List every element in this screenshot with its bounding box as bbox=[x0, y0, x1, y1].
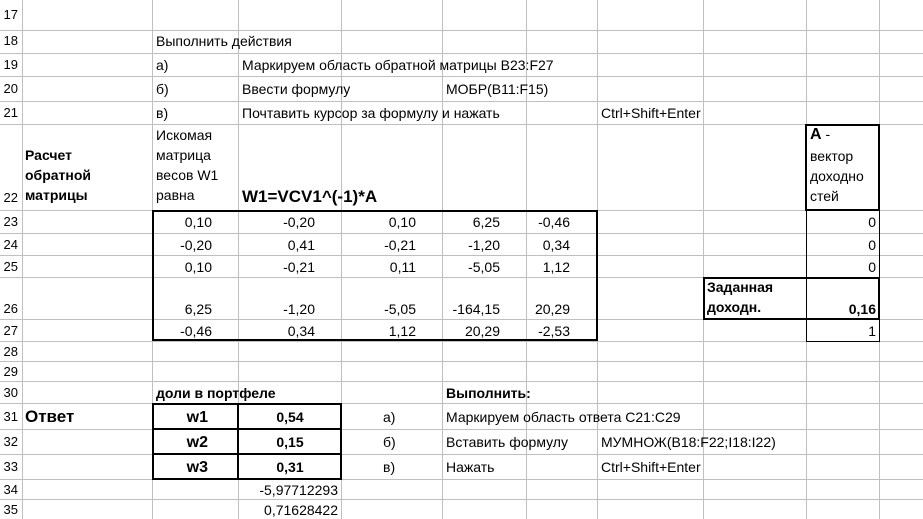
row-header[interactable]: 29 bbox=[3, 364, 18, 379]
weight-name: w3 bbox=[186, 459, 208, 476]
cell-vector-label-1 bbox=[810, 126, 830, 143]
weight-value[interactable]: 0,15 bbox=[276, 434, 304, 450]
row-header[interactable]: 35 bbox=[3, 502, 18, 517]
matrix-cell[interactable]: -2,53 bbox=[538, 323, 570, 339]
matrix-cell[interactable]: 1,12 bbox=[388, 323, 416, 339]
matrix-cell[interactable]: 0,34 bbox=[542, 237, 570, 253]
cell-step-v-text: Почтавить курсор за формулу и нажать bbox=[242, 105, 500, 121]
vector-cell[interactable]: 0,16 bbox=[848, 301, 876, 317]
cell-extra-value[interactable]: -5,97712293 bbox=[259, 482, 338, 498]
weight-name: w1 bbox=[186, 409, 208, 426]
gridline bbox=[22, 0, 23, 519]
row-header[interactable]: 22 bbox=[3, 190, 18, 205]
row-header[interactable]: 18 bbox=[3, 33, 18, 48]
matrix-cell[interactable]: 20,29 bbox=[534, 301, 570, 317]
gridline bbox=[0, 381, 923, 382]
cell-calc-label-1: Расчет bbox=[25, 147, 72, 163]
cell-answer-step-v-keys: Ctrl+Shift+Enter bbox=[601, 459, 701, 475]
gridline bbox=[0, 76, 923, 77]
cell-extra-value[interactable]: 0,71628422 bbox=[264, 502, 338, 518]
matrix-cell[interactable]: -0,21 bbox=[384, 237, 416, 253]
matrix-cell[interactable]: -164,15 bbox=[452, 301, 500, 317]
gridline bbox=[0, 30, 923, 31]
cell-answer-step-v: в) bbox=[383, 459, 396, 475]
cell-instructions-title: Выполнить действия bbox=[156, 33, 292, 49]
row-header[interactable]: 33 bbox=[3, 459, 18, 474]
gridline bbox=[0, 499, 923, 500]
vector-dash: - bbox=[821, 126, 831, 142]
cell-wanted-2: матрица bbox=[156, 147, 211, 163]
row-header[interactable]: 30 bbox=[3, 385, 18, 400]
vector-cell[interactable]: 0 bbox=[868, 237, 876, 253]
cell-shares-title: доли в портфеле bbox=[156, 385, 276, 401]
matrix-cell[interactable]: -1,20 bbox=[468, 237, 500, 253]
matrix-cell[interactable]: 20,29 bbox=[464, 323, 500, 339]
cell-answer-step-a: а) bbox=[383, 409, 396, 425]
cell-formula-w1: W1=VCV1^(-1)*A bbox=[242, 187, 378, 206]
row-header[interactable]: 28 bbox=[3, 344, 18, 359]
row-header[interactable]: 25 bbox=[3, 259, 18, 274]
row-header[interactable]: 31 bbox=[3, 409, 18, 424]
cell-calc-label-2: обратной bbox=[25, 167, 92, 183]
gridline bbox=[0, 53, 923, 54]
cell-step-v: в) bbox=[156, 105, 169, 121]
cell-step-b-formula: МОБР(B11:F15) bbox=[446, 81, 549, 97]
matrix-cell[interactable]: -0,20 bbox=[180, 237, 212, 253]
matrix-cell[interactable]: 6,25 bbox=[184, 301, 212, 317]
matrix-cell[interactable]: -0,46 bbox=[538, 214, 570, 230]
matrix-cell[interactable]: -5,05 bbox=[384, 301, 416, 317]
cell-vector-label-2: вектор bbox=[810, 148, 854, 164]
matrix-cell[interactable]: 1,12 bbox=[542, 259, 570, 275]
matrix-cell[interactable]: 0,34 bbox=[287, 323, 315, 339]
gridline bbox=[0, 124, 923, 125]
cell-answer-step-b-formula: МУМНОЖ(B18:F22;I18:I22) bbox=[601, 434, 776, 450]
cell-answer-step-b: б) bbox=[383, 434, 396, 450]
vector-cell[interactable]: 0 bbox=[868, 214, 876, 230]
gridline bbox=[0, 479, 923, 480]
vector-cell[interactable]: 0 bbox=[868, 259, 876, 275]
matrix-cell[interactable]: 0,41 bbox=[287, 237, 315, 253]
cell-target-label-2: доходн. bbox=[707, 299, 762, 315]
matrix-cell[interactable]: 0,10 bbox=[184, 214, 212, 230]
weight-name: w2 bbox=[186, 434, 208, 451]
row-header[interactable]: 23 bbox=[3, 214, 18, 229]
cell-step-a-text: Маркируем область обратной матрицы B23:F27 bbox=[242, 57, 554, 73]
cell-answer-step-a-text: Маркируем область ответа C21:C29 bbox=[446, 409, 681, 425]
cell-calc-label-3: матрицы bbox=[25, 187, 88, 203]
weights-row-line bbox=[152, 428, 342, 430]
matrix-cell[interactable]: 0,10 bbox=[388, 214, 416, 230]
cell-wanted-4: равна bbox=[156, 187, 195, 203]
weights-row-line bbox=[152, 453, 342, 455]
gridline bbox=[0, 341, 923, 342]
row-header[interactable]: 21 bbox=[3, 105, 18, 120]
matrix-cell[interactable]: -0,46 bbox=[180, 323, 212, 339]
row-header[interactable]: 24 bbox=[3, 237, 18, 252]
vector-border-left bbox=[806, 210, 807, 342]
vector-border-bottom bbox=[806, 341, 880, 342]
matrix-cell[interactable]: 0,11 bbox=[389, 259, 416, 275]
row-header[interactable]: 19 bbox=[3, 57, 18, 72]
cell-step-a: а) bbox=[156, 57, 169, 73]
vector-border-right bbox=[879, 210, 880, 342]
row-header[interactable]: 26 bbox=[3, 301, 18, 316]
matrix-cell[interactable]: 0,10 bbox=[184, 259, 212, 275]
row-header[interactable]: 20 bbox=[3, 81, 18, 96]
matrix-cell[interactable]: -0,21 bbox=[283, 259, 315, 275]
gridline bbox=[0, 101, 923, 102]
matrix-cell[interactable]: -1,20 bbox=[283, 301, 315, 317]
row-header[interactable]: 32 bbox=[3, 434, 18, 449]
cell-vector-label-3: доходно bbox=[810, 168, 864, 184]
cell-step-b-text: Ввести формулу bbox=[242, 81, 351, 97]
weight-value[interactable]: 0,31 bbox=[276, 459, 304, 475]
gridline bbox=[0, 403, 923, 404]
cell-answer-step-b-text: Вставить формулу bbox=[446, 434, 568, 450]
cell-answer-label: Ответ bbox=[25, 407, 75, 426]
cell-target-label-1: Заданная bbox=[707, 279, 774, 295]
matrix-cell[interactable]: 6,25 bbox=[472, 214, 500, 230]
weight-value[interactable]: 0,54 bbox=[276, 409, 304, 425]
row-header[interactable]: 34 bbox=[3, 482, 18, 497]
vector-symbol: A bbox=[810, 126, 822, 143]
gridline bbox=[0, 361, 923, 362]
vector-cell[interactable]: 1 bbox=[868, 323, 876, 339]
row-header[interactable]: 17 bbox=[3, 7, 18, 22]
cell-wanted-3: весов W1 bbox=[156, 167, 219, 183]
gridline bbox=[0, 429, 923, 430]
cell-answer-step-v-text: Нажать bbox=[446, 459, 495, 475]
cell-do-title: Выполнить: bbox=[446, 385, 531, 401]
weights-divider bbox=[237, 403, 239, 480]
matrix-cell[interactable]: -0,20 bbox=[283, 214, 315, 230]
row-header[interactable]: 27 bbox=[3, 323, 18, 338]
cell-step-b: б) bbox=[156, 81, 169, 97]
cell-vector-label-4: стей bbox=[810, 188, 839, 204]
cell-step-v-keys: Ctrl+Shift+Enter bbox=[601, 105, 701, 121]
gridline bbox=[0, 454, 923, 455]
cell-wanted-1: Искомая bbox=[156, 127, 213, 143]
matrix-cell[interactable]: -5,05 bbox=[468, 259, 500, 275]
